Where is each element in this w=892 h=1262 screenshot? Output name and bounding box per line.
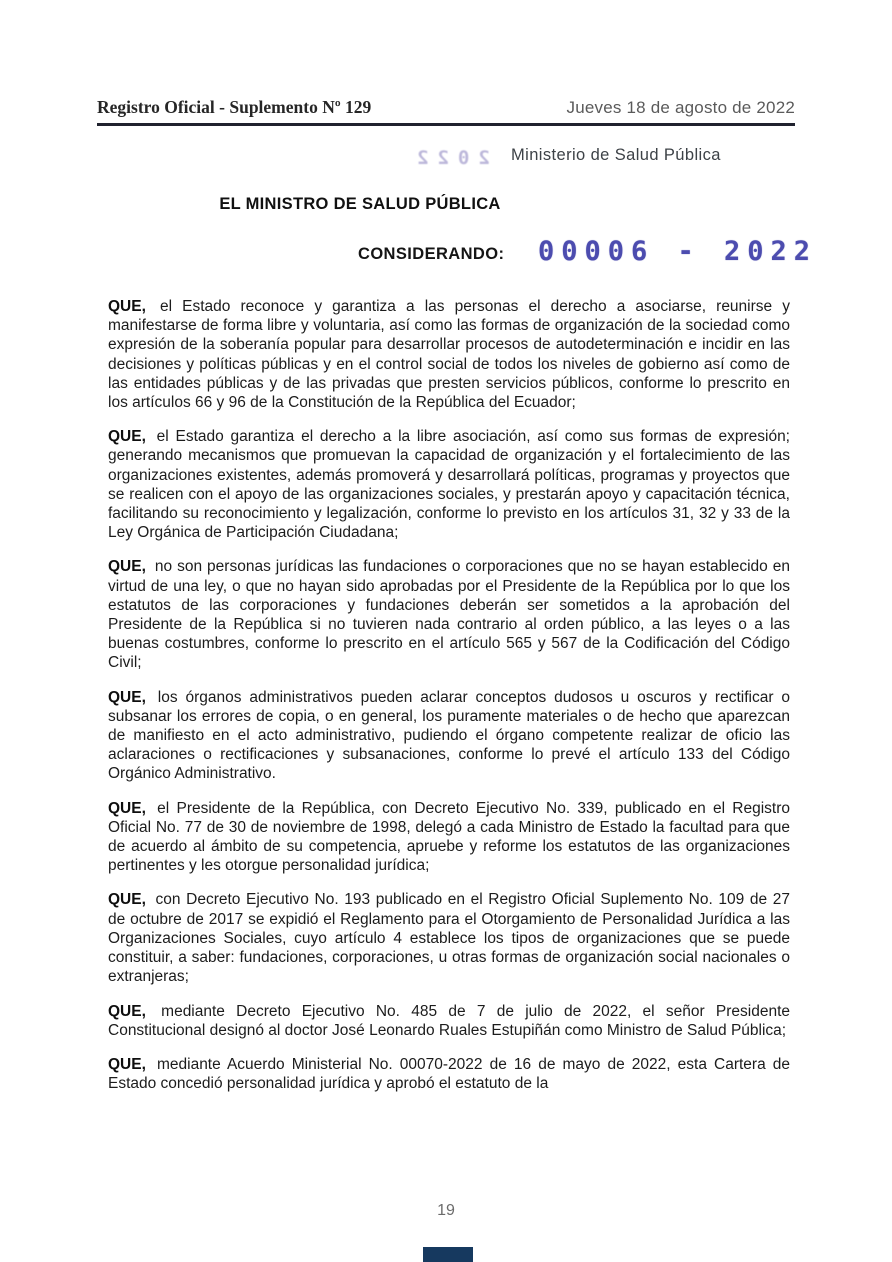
- paragraph-que-7: [108, 1002, 790, 1040]
- acuerdo-number-stamp: 00006 - 2022: [538, 236, 818, 267]
- paragraph-lead: QUE,: [108, 298, 146, 315]
- footer-navy-block: [423, 1247, 473, 1262]
- paragraph-text: los órganos administrativos pueden aclarar conceptos dudosos u oscuros y rectificar o subsanar los errores de copia, o en general, los puramente materiales o de hecho que aparezcan de manifiesto en el acto administrativo, pudiendo el órgano competente realizar de oficio las aclaraciones o rectificaciones y subsanaciones, conforme lo prevé el artículo 133 del Código Orgánico Administrativo.: [108, 688, 790, 783]
- header-date: Jueves 18 de agosto de 2022: [566, 98, 795, 117]
- paragraph-lead: QUE,: [108, 891, 146, 909]
- paragraph-lead: QUE,: [108, 428, 146, 446]
- paragraph-text: mediante Decreto Ejecutivo No. 485 de 7 de julio de 2022, el señor Presidente Constitucional designó al doctor José Leonardo Ruales Estupiñán como Ministro de Salud Pública;: [108, 1002, 790, 1039]
- paragraph-lead: QUE,: [108, 1055, 146, 1073]
- ministry-wordmark: Ministerio de Salud Pública: [511, 146, 721, 164]
- paragraph-que-4: [108, 688, 790, 784]
- considerando-row: [0, 236, 892, 272]
- header-publication-title: Registro Oficial - Suplemento Nº 129: [97, 97, 372, 117]
- paragraph-lead: QUE,: [108, 688, 146, 706]
- paragraph-que-8: [108, 1055, 790, 1093]
- paragraph-text: con Decreto Ejecutivo No. 193 publicado en el Registro Oficial Suplemento No. 109 de 27 de octubre de 2017 se expidió el Reglamento para el Otorgamiento de Personalidad Jurídica a las Organizaciones Sociales, cuyo artículo 4 establece los tipos de organizaciones que se puede constituir, a saber: fundaciones, corporaciones, u otras formas de organización social nacionales o extranjeras;: [108, 891, 790, 986]
- paragraph-text: el Presidente de la República, con Decreto Ejecutivo No. 339, publicado en el Registro Oficial No. 77 de 30 de noviembre de 1998, delegó a cada Ministro de Estado la facultad para que de acuerdo al ámbito de su competencia, apruebe y reforme los estatutos de las organizaciones pertinentes y les otorgue personalidad jurídica;: [108, 799, 790, 875]
- paragraph-que-3: [108, 557, 790, 672]
- considerando-label: CONSIDERANDO:: [358, 245, 505, 263]
- document-title: EL MINISTRO DE SALUD PÚBLICA: [219, 195, 501, 213]
- paragraph-text: mediante Acuerdo Ministerial No. 00070-2022 de 16 de mayo de 2022, esta Cartera de Estado concedió personalidad jurídica y aprobó el estatuto de la: [108, 1055, 790, 1093]
- paragraph-que-6: [108, 890, 790, 986]
- paragraph-lead: QUE,: [108, 1002, 146, 1020]
- ministry-row: [0, 146, 892, 170]
- page-header: [97, 97, 795, 126]
- paragraph-lead: QUE,: [108, 799, 146, 817]
- paragraph-que-1: [108, 297, 790, 412]
- paragraph-que-2: [108, 427, 790, 542]
- paragraph-text: no son personas jurídicas las fundaciones o corporaciones que no se hayan establecido en virtud de una ley, o que no hayan sido aprobadas por el Presidente de la República por lo que los estatutos de las corporaciones y fundaciones deberán ser sometidos a la aprobación del Presidente de la República si no tuvieren nada contrario al orden público, a las leyes o a las buenas costumbres, conforme lo prescrito en el artículo 565 y 567 de la Codificación del Código Civil;: [108, 558, 790, 672]
- paragraph-text: el Estado garantiza el derecho a la libre asociación, así como sus formas de expresión; generando mecanismos que promuevan la capacidad de organización y el fortalecimiento de las organizaciones existentes, además promoverá y desarrollará políticas, programas y proyectos que se realicen con el apoyo de las organizaciones sociales, y prestarán apoyo y capacitación técnica, facilitando su reconocimiento y legalización, conforme lo previsto en los artículos 31, 32 y 33 de la Ley Orgánica de Participación Ciudadana;: [108, 428, 790, 542]
- paragraph-text: el Estado reconoce y garantiza a las personas el derecho a asociarse, reunirse y manifestarse de forma libre y voluntaria, así como las formas de organización de la sociedad como expresión de la soberanía popular para desarrollar procesos de autodeterminación e incidir en las decisiones y políticas públicas y en el control social de todos los niveles de gobierno así como de las entidades públicas y de las privadas que presten servicios públicos, conforme lo prescrito en los artículos 66 y 96 de la Constitución de la República del Ecuador;: [108, 298, 790, 412]
- page-number: 19: [437, 1202, 455, 1219]
- paragraph-lead: QUE,: [108, 558, 146, 576]
- document-body: [108, 297, 790, 1108]
- bleed-through-stamp: 2022: [408, 147, 490, 169]
- paragraph-que-5: [108, 799, 790, 876]
